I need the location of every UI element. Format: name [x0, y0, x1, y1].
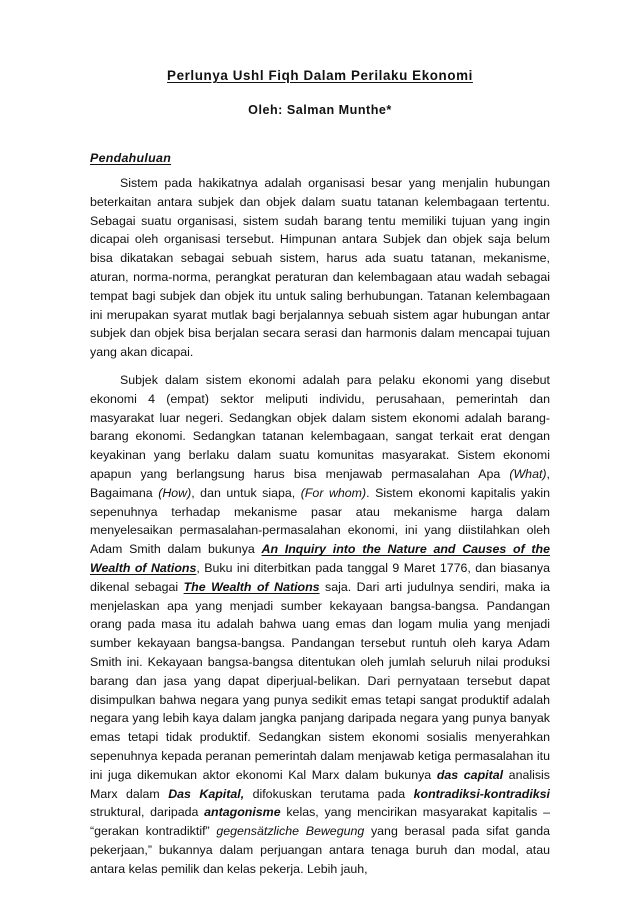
- italic-run: (For whom): [300, 485, 367, 500]
- document-title: Perlunya Ushl Fiqh Dalam Perilaku Ekonomi: [167, 68, 473, 83]
- paragraph-2: [90, 371, 550, 879]
- text-run: saja. Dari arti judulnya sendiri, maka ia menjelaskan apa yang menjadi sumber kekayaan bangsa-bangsa. Pandangan orang pada masa itu adalah bahwa uang emas dan logam mulia yang menjadi sumber kekayaan bangsa-bangsa. Pandangan tersebut runtuh oleh karya Adam Smith ini. Kekayaan bangsa-bangsa ditentukan oleh jumlah seluruh nilai produksi barang dan jasa yang dapat diperjual-belikan. Dari pernyataan tersebut dapat disimpulkan bahwa negara yang punya sedikit emas tetapi sangat produktif adalah negara yang lebih kaya dalam jangka panjang daripada negara yang punya banyak emas tetapi tidak produktif. Sedangkan sistem ekonomi sosialis menyerahkan sepenuhnya kepada peranan pemerintah dalam menjawab ketiga permasalahan itu ini juga dikemukan aktor ekonomi Kal Marx dalam bukunya: [90, 579, 550, 782]
- italic-run: (What): [509, 466, 547, 481]
- text-run: kelas, yang mencirikan masyarakat kapitalis – “gerakan kontradiktif”: [90, 805, 551, 839]
- text-run: yang berasal pada sifat ganda pekerjaan,” bukannya dalam perjuangan antara tenaga buruh dan modal, atau antara kelas pemilik dan kelas pekerja. Lebih jauh,: [90, 824, 550, 876]
- text-run: , Bagaimana: [90, 466, 550, 500]
- section-heading: Pendahuluan: [90, 151, 172, 165]
- italic-run: kontradiksi-kontradiksi: [413, 786, 550, 801]
- text-run: . Sistem ekonomi kapitalis yakin sepenuhnya terhadap mekanisme pasar atau mekanisme harga dalam menyelesaikan permasalahan-permasalahan ekonomi, ini yang diistilahkan oleh Adam Smith dalam bukunya: [90, 485, 550, 557]
- italic-run: gegensätzliche Bewegung: [216, 824, 365, 839]
- italic-run: Das Kapital,: [168, 786, 245, 801]
- text-run: difokuskan terutama pada: [244, 786, 414, 801]
- italic-run: (How): [158, 485, 192, 500]
- document-author: Oleh: Salman Munthe*: [248, 103, 392, 117]
- italic-run: das capital: [436, 767, 504, 782]
- book-title-full: An Inquiry into the Nature and Causes of the Wealth of Nations: [90, 542, 551, 575]
- book-title-short: The Wealth of Nations: [183, 579, 320, 594]
- text-run: Subjek dalam sistem ekonomi adalah para pelaku ekonomi yang disebut ekonomi 4 (empat) sektor meliputi individu, perusahaan, pemerintah dan masyarakat luar negeri. Sedangkan objek dalam sistem ekonomi adalah barang-barang ekonomi. Sedangkan tatanan kelembagaan, sangat terkait erat dengan keyakinan yang berlaku dalam suatu komunitas masyarakat. Sistem ekonomi apapun yang berlangsung harus bisa menjawab permasalahan Apa: [90, 372, 550, 481]
- paragraph-1: Sistem pada hakikatnya adalah organisasi besar yang menjalin hubungan beterkaitan antara subjek dan objek dalam suatu tatanan kelembagaan tertentu. Sebagai suatu organisasi, sistem sudah barang tentu memiliki tujuan yang ingin dicapai oleh organisasi tersebut. Himpunan antara Subjek dan objek saja belum bisa dikatakan sebagai sebuah sistem, harus ada suatu tatanan, mekanisme, aturan, norma-norma, perangkat peraturan dan kelembagaan atau wadah sebagai tempat bagi subjek dan objek itu untuk saling berhubungan. Tatanan kelembagaan ini merupakan syarat mutlak bagi berjalannya sebuah sistem agar hubungan antar subjek dan objek bisa berjalan secara serasi dan harmonis dalam mencapai tujuan yang akan dicapai.: [90, 176, 550, 360]
- text-run: , Buku ini diterbitkan pada tanggal 9 Maret 1776, dan biasanya dikenal sebagai: [90, 560, 550, 594]
- text-run: struktural, daripada: [90, 805, 205, 820]
- text-run: analisis Marx dalam: [90, 767, 550, 801]
- text-run: , dan untuk siapa,: [191, 485, 301, 500]
- italic-run: antagonisme: [204, 805, 281, 820]
